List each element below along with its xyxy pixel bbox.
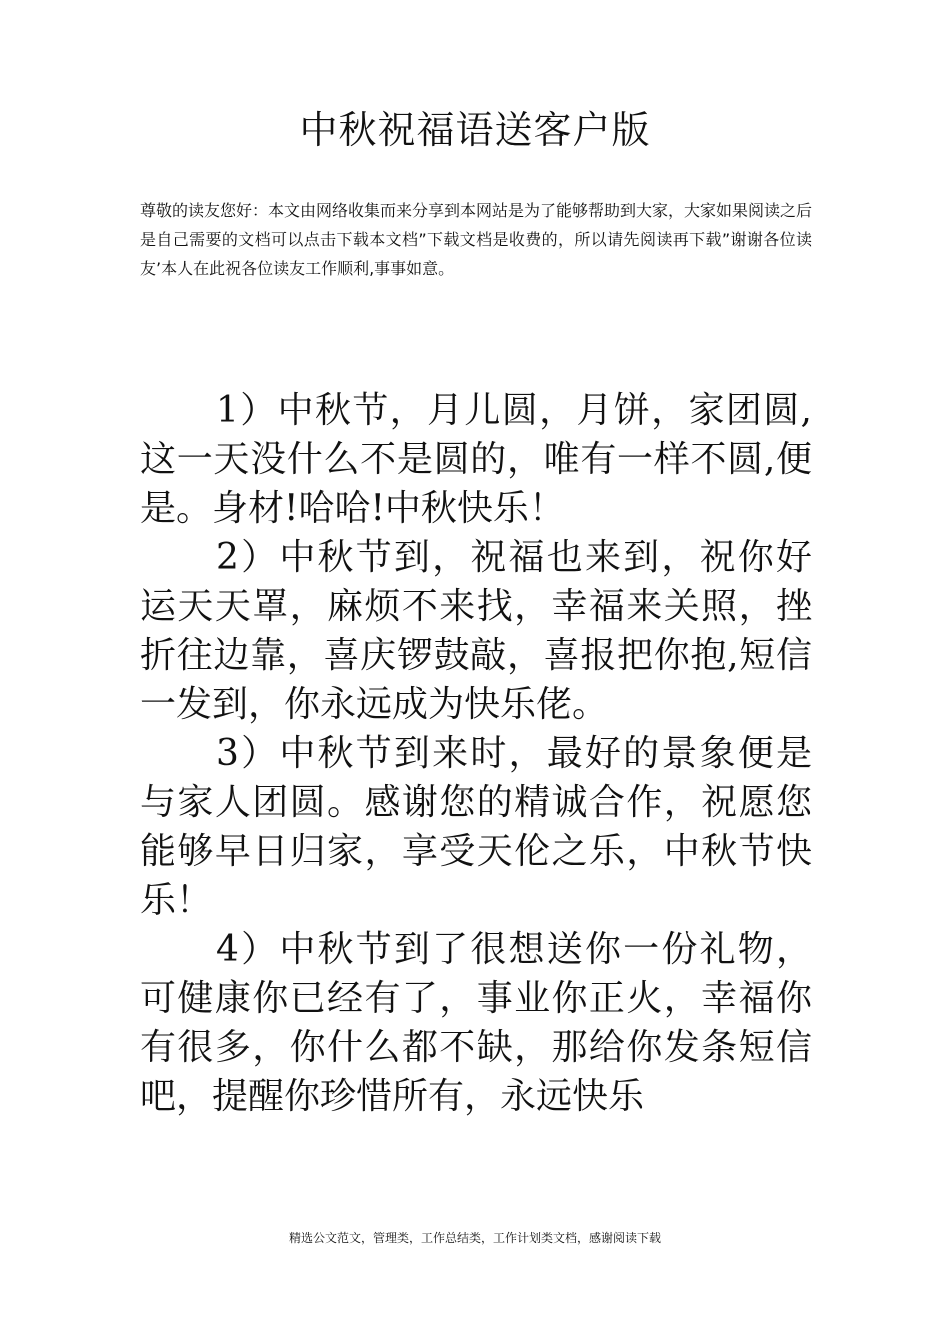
paragraph-3: 3）中秋节到来时，最好的景象便是与家人团圆。感谢您的精诚合作，祝愿您能够早日归家，享受天伦之乐，中秋节快乐！ (140, 733, 812, 921)
reader-notice: 尊敬的读友您好：本文由网络收集而来分享到本网站是为了能够帮助到大家，大家如果阅读之后是自己需要的文档可以点击下载本文档”下载文档是收费的，所以请先阅读再下载”谢谢各位读友’本人在此祝各位读友工作顺利,事事如意。 (140, 201, 813, 278)
document-body (140, 386, 812, 1121)
page-footer: 精选公文范文，管理类，工作总结类，工作计划类文档，感谢阅读下载 (288, 1231, 661, 1245)
paragraph-2: 2）中秋节到，祝福也来到，祝你好运天天罩，麻烦不来找，幸福来关照，挫折往边靠，喜庆锣鼓敲，喜报把你抱,短信一发到，你永远成为快乐佬。 (140, 537, 812, 725)
paragraph-1: 1）中秋节，月儿圆，月饼，家团圆,这一天没什么不是圆的，唯有一样不圆,便是。身材!哈哈!中秋快乐！ (140, 390, 812, 529)
paragraph-4: 4）中秋节到了很想送你一份礼物，可健康你已经有了，事业你正火，幸福你有很多，你什么都不缺，那给你发条短信吧，提醒你珍惜所有，永远快乐 (140, 929, 812, 1117)
document-title: 中秋祝福语送客户版 (299, 108, 651, 152)
